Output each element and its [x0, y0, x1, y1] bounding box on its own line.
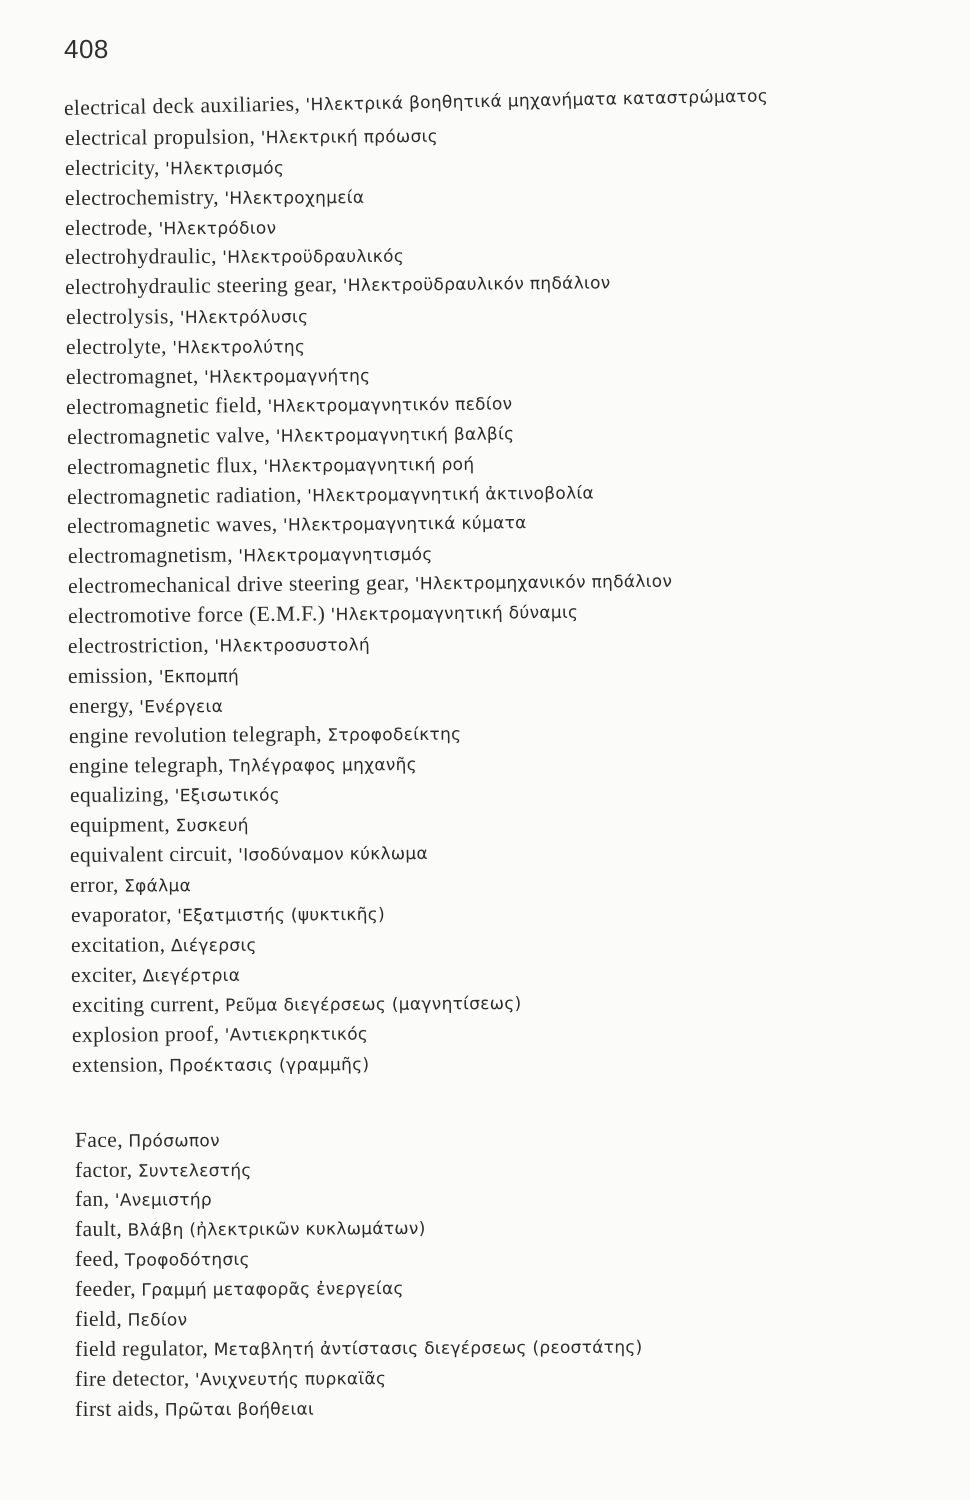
english-term: explosion proof, — [71, 1021, 220, 1047]
english-term: fault, — [74, 1217, 123, 1242]
greek-translation: Διέγερσις — [170, 935, 257, 957]
english-term: electrohydraulic, — [64, 244, 217, 270]
greek-translation: 'Ενέργεια — [139, 696, 224, 718]
greek-translation: Πρόσωπον — [128, 1130, 220, 1152]
english-term: exciting current, — [71, 991, 220, 1017]
english-term: engine telegraph, — [68, 752, 224, 778]
greek-translation: 'Ηλεκτροσυστολή — [214, 635, 371, 657]
english-term: feeder, — [74, 1276, 137, 1302]
greek-translation: Ρεῦμα διεγέρσεως (μαγνητίσεως) — [224, 993, 522, 1016]
english-term: electrolysis, — [65, 304, 175, 330]
english-term: field, — [74, 1306, 123, 1332]
glossary-entry — [75, 1389, 955, 1424]
glossary-entry — [75, 1120, 955, 1155]
greek-translation: 'Ηλεκτρική πρόωσις — [260, 126, 439, 149]
greek-translation: Βλάβη (ἠλεκτρικῶν κυκλωμάτων) — [127, 1219, 426, 1242]
greek-translation: Γραμμή μεταφορᾶς ἐνεργείας — [141, 1279, 404, 1301]
english-term: electrode, — [64, 214, 154, 240]
greek-translation: 'Ηλεκτρομαγνητικόν πεδίον — [267, 394, 513, 417]
english-term: equipment, — [69, 812, 171, 838]
english-term: field regulator, — [74, 1336, 209, 1361]
greek-translation: 'Ηλεκτρομαγνήτης — [204, 366, 371, 388]
greek-translation: 'Ηλεκτρομαγνητική ροή — [263, 454, 475, 477]
greek-translation: Μεταβλητή ἀντίστασις διεγέρσεως (ρεοστάτης) — [213, 1337, 643, 1361]
english-term: engine revolution telegraph, — [68, 721, 323, 748]
greek-translation: Πρῶται βοήθειαι — [164, 1399, 315, 1421]
english-term: electrohydraulic steering gear, — [64, 272, 338, 300]
greek-translation: 'Ηλεκτρομαγνητική βαλβίς — [275, 424, 515, 447]
english-term: electrical deck auxiliaries, — [63, 91, 301, 120]
english-term: excitation, — [70, 932, 166, 957]
english-term: electromagnetic waves, — [66, 512, 278, 539]
english-term: electrostriction, — [67, 632, 210, 659]
english-term: factor, — [74, 1157, 133, 1182]
greek-translation: Πεδίον — [127, 1310, 188, 1331]
greek-translation: 'Ηλεκτρομαγνητικά κύματα — [282, 513, 527, 537]
greek-translation: 'Ηλεκτροϋδραυλικός — [222, 247, 405, 269]
english-term: error, — [69, 872, 119, 898]
english-term: equalizing, — [69, 782, 170, 808]
english-term: fan, — [74, 1187, 110, 1212]
english-term: first aids, — [74, 1396, 160, 1421]
greek-translation: 'Ηλεκτρολύτης — [172, 337, 306, 359]
greek-translation: Συντελεστής — [137, 1160, 252, 1182]
greek-translation: Προέκτασις (γραμμῆς) — [169, 1054, 370, 1076]
english-term: electromagnetism, — [67, 542, 234, 569]
greek-translation: 'Ηλεκτρομηχανικόν πηδάλιον — [414, 571, 673, 595]
greek-translation: 'Αντιεκρηκτικός — [224, 1024, 369, 1046]
english-term: electricity, — [64, 155, 160, 180]
greek-translation: 'Ηλεκτρομαγνητισμός — [238, 545, 433, 567]
greek-translation: 'Ηλεκτρόλυσις — [179, 307, 309, 329]
glossary-section-f — [64, 1126, 944, 1425]
greek-translation: Σφάλμα — [123, 876, 192, 897]
english-term: electromagnet, — [65, 363, 199, 390]
greek-translation: 'Ισοδύναμον κύκλωμα — [238, 844, 429, 866]
greek-translation: 'Ηλεκτροχημεία — [224, 187, 365, 209]
english-term: energy, — [68, 693, 134, 718]
glossary-entry — [75, 1359, 955, 1394]
english-term: electrical propulsion, — [64, 124, 256, 150]
english-term: electromagnetic field, — [65, 392, 263, 419]
glossary-section-e — [63, 86, 944, 1080]
greek-translation: Τηλέγραφος μηχανῆς — [229, 754, 418, 777]
greek-translation: 'Εκπομπή — [158, 666, 240, 688]
english-term: feed, — [74, 1246, 120, 1272]
greek-translation: 'Εξισωτικός — [174, 786, 281, 807]
greek-translation: 'Ανιχνευτής πυρκαϊᾶς — [194, 1368, 387, 1391]
greek-translation: 'Ηλεκτροϋδραυλικόν πηδάλιον — [342, 273, 611, 297]
english-term: evaporator, — [70, 902, 172, 928]
english-term: electrochemistry, — [64, 184, 220, 210]
greek-translation: 'Ηλεκτρομαγνητική ἀκτινοβολία — [307, 483, 595, 507]
english-term: Face, — [74, 1127, 124, 1152]
greek-translation: Στροφοδείκτης — [327, 724, 462, 746]
english-term: electromagnetic valve, — [66, 422, 271, 449]
english-term: electromagnetic flux, — [66, 452, 259, 479]
english-term: exciter, — [70, 962, 138, 987]
greek-translation: 'Ηλεκτρομαγνητική δύναμις — [330, 602, 579, 626]
glossary-entry — [72, 1044, 952, 1080]
greek-translation: 'Ηλεκτρόδιον — [158, 218, 277, 239]
english-term: electromotive force (E.M.F.) — [67, 601, 326, 629]
greek-translation: 'Ηλεκτρισμός — [165, 158, 285, 180]
greek-translation: 'Ανεμιστήρ — [114, 1190, 213, 1212]
english-term: equivalent circuit, — [69, 841, 233, 868]
english-term: extension, — [71, 1051, 164, 1077]
english-term: emission, — [67, 663, 154, 688]
english-term: electromagnetic radiation, — [66, 482, 302, 509]
english-term: electrolyte, — [65, 334, 167, 360]
greek-translation: 'Ηλεκτρικά βοηθητικά μηχανήματα καταστρώματος — [305, 86, 769, 116]
english-term: fire detector, — [74, 1366, 190, 1391]
page-number: 408 — [64, 34, 109, 64]
english-term: electromechanical drive steering gear, — [67, 570, 410, 599]
greek-translation: Συσκευή — [175, 816, 249, 837]
greek-translation: 'Εξατμιστής (ψυκτικῆς) — [177, 904, 386, 927]
greek-translation: Διεγέρτρια — [142, 965, 241, 987]
greek-translation: Τροφοδότησις — [124, 1250, 250, 1271]
